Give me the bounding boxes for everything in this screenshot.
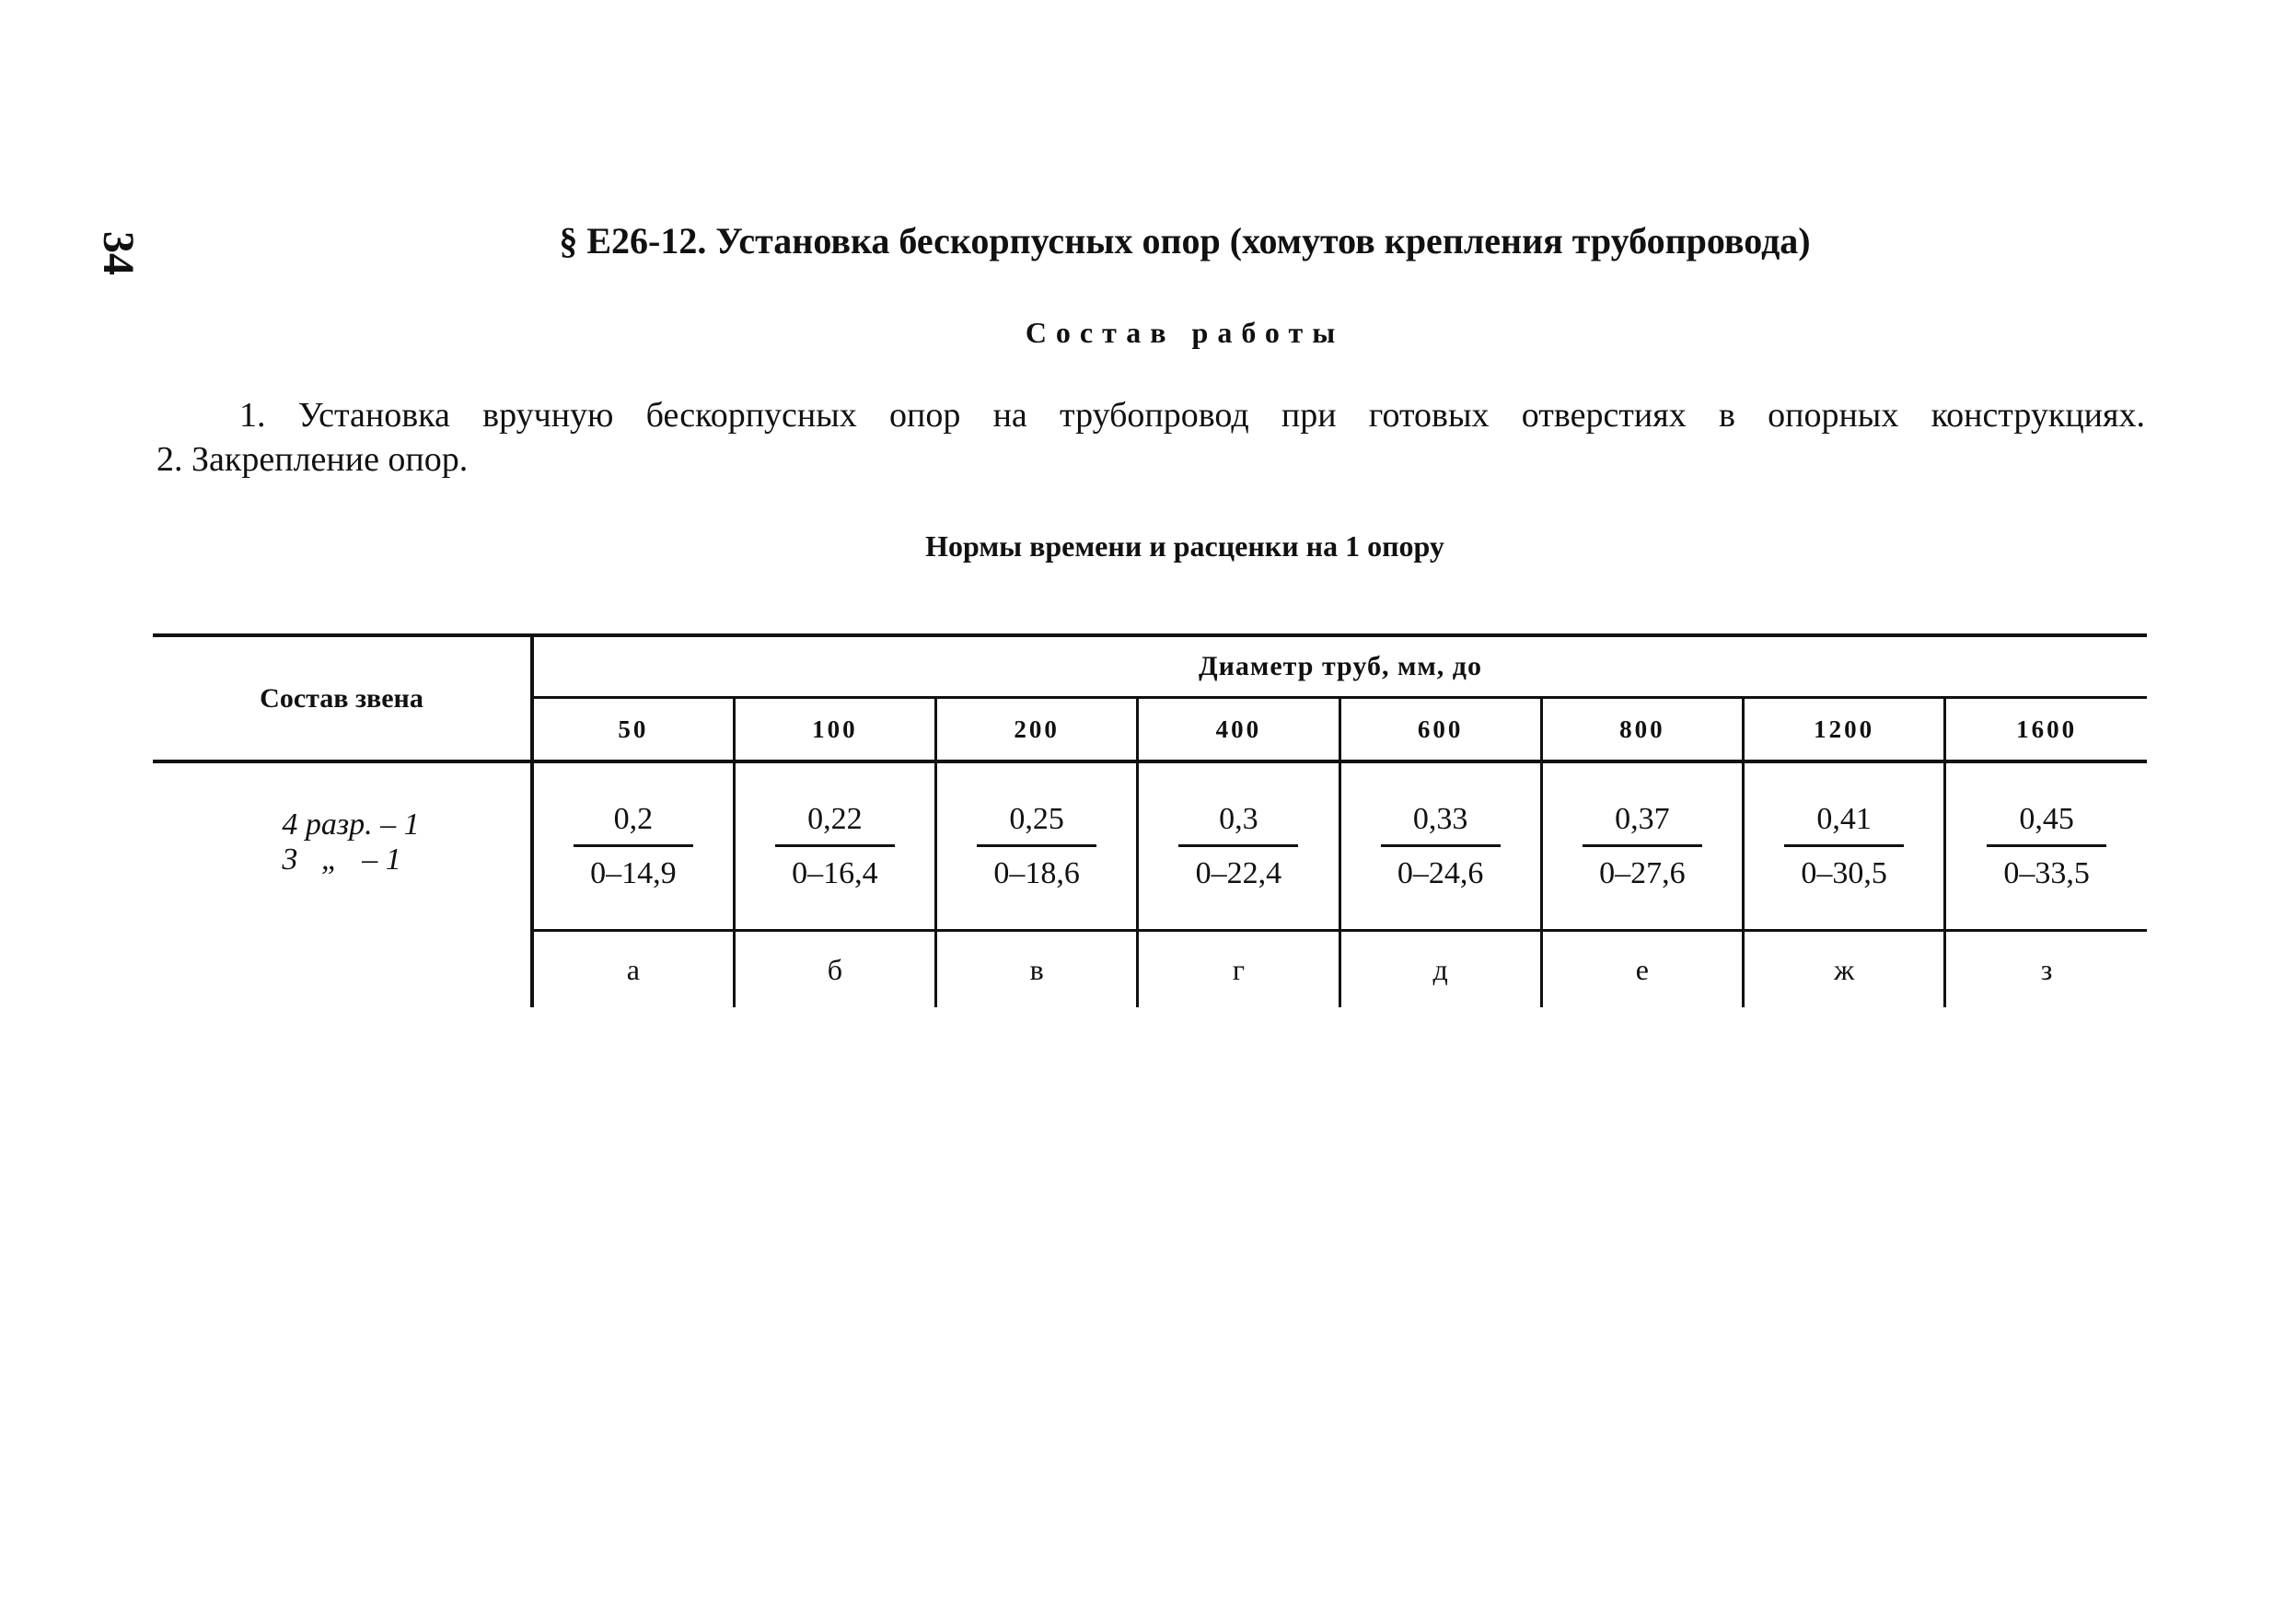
norm-cell xyxy=(734,761,935,931)
diameter-50: 50 xyxy=(532,698,734,762)
time-norm: 0,2 xyxy=(613,801,654,836)
diameter-1600: 1600 xyxy=(1945,698,2147,762)
norm-cell xyxy=(1541,761,1743,931)
rate: 0–27,6 xyxy=(1599,855,1686,890)
brigade-line: 3 „ – 1 xyxy=(282,842,401,877)
time-norm: 0,25 xyxy=(1009,801,1064,836)
rate: 0–18,6 xyxy=(993,855,1080,890)
time-norm: 0,45 xyxy=(2019,801,2074,836)
time-norm: 0,22 xyxy=(807,801,863,836)
brigade-header: Состав звена xyxy=(153,635,532,761)
diameter-100: 100 xyxy=(734,698,935,762)
time-norm: 0,37 xyxy=(1615,801,1670,836)
column-letter: з xyxy=(2040,952,2053,986)
work-step-2: 2. Закрепление опор. xyxy=(157,440,469,479)
norm-cell xyxy=(532,761,734,931)
norm-cell xyxy=(936,761,1138,931)
work-composition-heading: Состав работы xyxy=(1025,316,1345,349)
column-letter: ж xyxy=(1744,931,1945,1008)
norm-cell xyxy=(1744,761,1945,931)
column-letter: б xyxy=(734,931,935,1008)
table-caption: Нормы времени и расценки на 1 опору xyxy=(925,529,1444,563)
rate: 0–33,5 xyxy=(2003,855,2090,890)
brigade-composition xyxy=(153,761,532,931)
rate: 0–22,4 xyxy=(1195,855,1282,890)
time-norm: 0,41 xyxy=(1816,801,1872,836)
norm-cell xyxy=(1945,761,2147,931)
norm-cell xyxy=(1339,761,1541,931)
column-letter: д xyxy=(1339,931,1541,1008)
diameter-600: 600 xyxy=(1339,698,1541,762)
page-number: 34 xyxy=(94,231,143,275)
diameter-200: 200 xyxy=(936,698,1138,762)
table-row xyxy=(153,931,2147,1008)
rate: 0–16,4 xyxy=(792,855,878,890)
table-row xyxy=(153,761,2147,931)
diameter-header: Диаметр труб, мм, до xyxy=(532,635,2147,698)
column-letter: е xyxy=(1541,931,1743,1008)
time-norm: 0,3 xyxy=(1219,801,1258,836)
diameter-400: 400 xyxy=(1138,698,1339,762)
work-steps xyxy=(157,393,2145,482)
rate: 0–30,5 xyxy=(1801,855,1887,890)
norm-cell xyxy=(1138,761,1339,931)
norms-table xyxy=(153,633,2147,1007)
brigade-line: 4 разр. – 1 xyxy=(282,807,420,842)
column-letter: г xyxy=(1138,931,1339,1008)
work-step-1: 1. Установка вручную бескорпусных опор на трубопровод при готовых отверстиях в опорных конструкциях. xyxy=(239,396,2145,435)
rate: 0–14,9 xyxy=(590,855,677,890)
diameter-1200: 1200 xyxy=(1744,698,1945,762)
diameter-800: 800 xyxy=(1541,698,1743,762)
time-norm: 0,33 xyxy=(1412,801,1468,836)
section-title: § Е26-12. Установка бескорпусных опор (хомутов крепления трубопровода) xyxy=(559,220,1811,261)
column-letter: в xyxy=(936,931,1138,1008)
rate: 0–24,6 xyxy=(1397,855,1484,890)
column-letter: а xyxy=(532,931,734,1008)
